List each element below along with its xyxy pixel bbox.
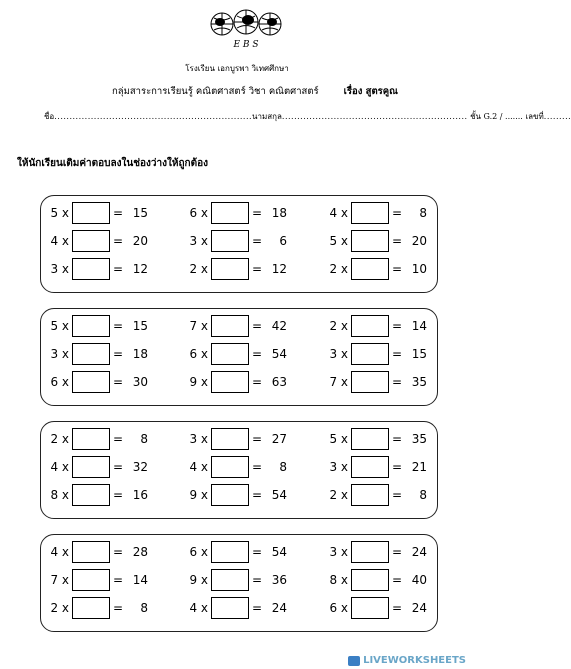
answer-box[interactable]	[211, 371, 249, 393]
answer-box[interactable]	[351, 343, 389, 365]
multiplicand: 3 x	[189, 432, 208, 446]
multiplication-equation	[46, 484, 148, 506]
equals-sign: =	[251, 375, 263, 389]
multiplicand: 4 x	[50, 234, 69, 248]
product-value: 18	[132, 347, 148, 361]
product-value: 18	[271, 206, 287, 220]
multiplicand: 5 x	[329, 432, 348, 446]
answer-box[interactable]	[72, 484, 110, 506]
multiplication-equation	[185, 315, 287, 337]
multiplication-equation	[185, 541, 287, 563]
product-value: 15	[411, 347, 427, 361]
subject-line	[112, 84, 398, 99]
multiplicand: 3 x	[50, 262, 69, 276]
product-value: 8	[419, 488, 427, 502]
instruction-text: ให้นักเรียนเติมค่าตอบลงในช่องว่างให้ถูกต้อง	[17, 158, 208, 169]
product-value: 54	[271, 488, 287, 502]
answer-box[interactable]	[211, 428, 249, 450]
multiplication-equation	[185, 428, 287, 450]
answer-box[interactable]	[211, 202, 249, 224]
answer-box[interactable]	[72, 258, 110, 280]
multiplication-equation	[185, 597, 287, 619]
equals-sign: =	[112, 460, 124, 474]
multiplication-equation	[46, 597, 148, 619]
answer-box[interactable]	[72, 541, 110, 563]
product-value: 8	[140, 601, 148, 615]
liveworksheets-icon	[348, 656, 360, 666]
answer-box[interactable]	[72, 371, 110, 393]
multiplicand: 9 x	[189, 488, 208, 502]
multiplicand: 2 x	[189, 262, 208, 276]
multiplication-equation	[325, 541, 427, 563]
answer-box[interactable]	[72, 428, 110, 450]
multiplicand: 5 x	[50, 206, 69, 220]
multiplication-equation	[46, 428, 148, 450]
multiplication-equation	[185, 484, 287, 506]
answer-box[interactable]	[72, 315, 110, 337]
school-name: โรงเรียน เอกบูรพา วิเทศศึกษา	[185, 64, 289, 73]
equals-sign: =	[112, 262, 124, 276]
product-value: 10	[411, 262, 427, 276]
product-value: 16	[132, 488, 148, 502]
multiplication-equation	[185, 569, 287, 591]
equals-sign: =	[112, 432, 124, 446]
multiplicand: 3 x	[329, 545, 348, 559]
multiplicand: 3 x	[50, 347, 69, 361]
answer-box[interactable]	[351, 484, 389, 506]
multiplicand: 5 x	[50, 319, 69, 333]
multiplicand: 2 x	[329, 262, 348, 276]
multiplicand: 2 x	[329, 488, 348, 502]
answer-box[interactable]	[72, 202, 110, 224]
equals-sign: =	[112, 347, 124, 361]
multiplicand: 2 x	[329, 319, 348, 333]
multiplication-equation	[325, 258, 427, 280]
answer-box[interactable]	[211, 456, 249, 478]
product-value: 6	[279, 234, 287, 248]
equals-sign: =	[112, 488, 124, 502]
answer-box[interactable]	[211, 315, 249, 337]
equals-sign: =	[391, 432, 403, 446]
answer-box[interactable]	[211, 569, 249, 591]
answer-box[interactable]	[351, 315, 389, 337]
answer-box[interactable]	[351, 371, 389, 393]
multiplicand: 3 x	[329, 460, 348, 474]
multiplication-equation	[185, 258, 287, 280]
multiplication-equation	[185, 456, 287, 478]
multiplication-equation	[46, 230, 148, 252]
footer-brand: LIVEWORKSHEETS	[363, 655, 466, 666]
school-logo	[204, 8, 288, 50]
multiplication-equation	[325, 230, 427, 252]
equals-sign: =	[391, 206, 403, 220]
equals-sign: =	[112, 545, 124, 559]
equals-sign: =	[251, 206, 263, 220]
logo-text: E B S	[233, 40, 259, 50]
answer-box[interactable]	[351, 202, 389, 224]
multiplication-equation	[46, 343, 148, 365]
product-value: 27	[271, 432, 287, 446]
equals-sign: =	[112, 601, 124, 615]
multiplication-equation	[325, 371, 427, 393]
equals-sign: =	[251, 601, 263, 615]
multiplicand: 7 x	[50, 573, 69, 587]
equals-sign: =	[391, 573, 403, 587]
multiplication-equation	[46, 569, 148, 591]
product-value: 32	[132, 460, 148, 474]
equals-sign: =	[112, 206, 124, 220]
product-value: 14	[132, 573, 148, 587]
name-label: ชื่อ	[44, 112, 55, 121]
multiplicand: 4 x	[329, 206, 348, 220]
multiplication-equation	[46, 456, 148, 478]
equals-sign: =	[391, 488, 403, 502]
answer-box[interactable]	[72, 456, 110, 478]
product-value: 24	[271, 601, 287, 615]
product-value: 24	[411, 545, 427, 559]
answer-box[interactable]	[351, 258, 389, 280]
surname-label: นามสกุล	[252, 112, 282, 121]
equals-sign: =	[391, 601, 403, 615]
multiplication-equation	[325, 569, 427, 591]
equals-sign: =	[251, 347, 263, 361]
multiplicand: 4 x	[189, 601, 208, 615]
multiplicand: 4 x	[189, 460, 208, 474]
product-value: 54	[271, 545, 287, 559]
product-value: 8	[279, 460, 287, 474]
multiplication-equation	[325, 456, 427, 478]
subject-label: กลุ่มสาระการเรียนรู้ คณิตศาสตร์ วิชา คณิตศาสตร์	[112, 86, 319, 97]
liveworksheets-footer	[348, 655, 466, 666]
equals-sign: =	[251, 460, 263, 474]
product-value: 8	[140, 432, 148, 446]
product-value: 15	[132, 319, 148, 333]
product-value: 42	[271, 319, 287, 333]
multiplicand: 3 x	[329, 347, 348, 361]
product-value: 35	[411, 432, 427, 446]
multiplicand: 4 x	[50, 460, 69, 474]
answer-box[interactable]	[351, 597, 389, 619]
topic-label: เรื่อง สูตรคูณ	[343, 86, 398, 97]
product-value: 12	[132, 262, 148, 276]
multiplication-equation	[46, 202, 148, 224]
product-value: 14	[411, 319, 427, 333]
multiplication-equation	[325, 343, 427, 365]
product-value: 20	[132, 234, 148, 248]
answer-box[interactable]	[351, 456, 389, 478]
multiplicand: 2 x	[50, 601, 69, 615]
equals-sign: =	[391, 375, 403, 389]
equals-sign: =	[251, 234, 263, 248]
product-value: 30	[132, 375, 148, 389]
equals-sign: =	[112, 319, 124, 333]
product-value: 35	[411, 375, 427, 389]
answer-box[interactable]	[211, 343, 249, 365]
multiplication-equation	[46, 258, 148, 280]
multiplication-equation	[185, 202, 287, 224]
multiplicand: 9 x	[189, 375, 208, 389]
equals-sign: =	[112, 573, 124, 587]
multiplication-equation	[325, 484, 427, 506]
multiplication-equation	[325, 428, 427, 450]
equals-sign: =	[251, 432, 263, 446]
equals-sign: =	[391, 234, 403, 248]
equals-sign: =	[391, 262, 403, 276]
class-label: ชั้น G.2 / .......	[470, 112, 523, 121]
multiplicand: 6 x	[50, 375, 69, 389]
product-value: 24	[411, 601, 427, 615]
product-value: 28	[132, 545, 148, 559]
multiplication-equation	[185, 230, 287, 252]
product-value: 20	[411, 234, 427, 248]
answer-box[interactable]	[351, 541, 389, 563]
student-info-line: ชื่อ.................................................................นามสกุล............................................................. ชั้น G.2 / ....... เลขที่.........	[44, 112, 571, 121]
equals-sign: =	[251, 545, 263, 559]
answer-box[interactable]	[211, 258, 249, 280]
multiplicand: 7 x	[189, 319, 208, 333]
multiplication-equation	[46, 315, 148, 337]
equals-sign: =	[391, 460, 403, 474]
product-value: 12	[271, 262, 287, 276]
product-value: 40	[411, 573, 427, 587]
multiplicand: 6 x	[329, 601, 348, 615]
product-value: 54	[271, 347, 287, 361]
answer-box[interactable]	[72, 569, 110, 591]
multiplicand: 7 x	[329, 375, 348, 389]
product-value: 21	[411, 460, 427, 474]
multiplication-equation	[46, 541, 148, 563]
answer-box[interactable]	[351, 428, 389, 450]
answer-box[interactable]	[72, 343, 110, 365]
equals-sign: =	[391, 347, 403, 361]
product-value: 63	[271, 375, 287, 389]
multiplicand: 6 x	[189, 347, 208, 361]
equals-sign: =	[251, 573, 263, 587]
product-value: 15	[132, 206, 148, 220]
multiplicand: 8 x	[329, 573, 348, 587]
multiplicand: 5 x	[329, 234, 348, 248]
multiplicand: 9 x	[189, 573, 208, 587]
multiplicand: 4 x	[50, 545, 69, 559]
equals-sign: =	[251, 319, 263, 333]
multiplicand: 3 x	[189, 234, 208, 248]
answer-box[interactable]	[211, 484, 249, 506]
equals-sign: =	[251, 262, 263, 276]
equals-sign: =	[391, 319, 403, 333]
multiplication-equation	[185, 371, 287, 393]
multiplicand: 6 x	[189, 206, 208, 220]
product-value: 36	[271, 573, 287, 587]
answer-box[interactable]	[351, 230, 389, 252]
equals-sign: =	[112, 375, 124, 389]
answer-box[interactable]	[72, 230, 110, 252]
answer-box[interactable]	[211, 597, 249, 619]
multiplication-equation	[325, 202, 427, 224]
equals-sign: =	[391, 545, 403, 559]
answer-box[interactable]	[211, 541, 249, 563]
equals-sign: =	[112, 234, 124, 248]
multiplicand: 8 x	[50, 488, 69, 502]
answer-box[interactable]	[211, 230, 249, 252]
multiplicand: 2 x	[50, 432, 69, 446]
multiplication-equation	[46, 371, 148, 393]
product-value: 8	[419, 206, 427, 220]
multiplication-equation	[325, 315, 427, 337]
answer-box[interactable]	[72, 597, 110, 619]
multiplicand: 6 x	[189, 545, 208, 559]
number-label: เลขที่	[525, 112, 544, 121]
multiplication-equation	[325, 597, 427, 619]
multiplication-equation	[185, 343, 287, 365]
equals-sign: =	[251, 488, 263, 502]
answer-box[interactable]	[351, 569, 389, 591]
